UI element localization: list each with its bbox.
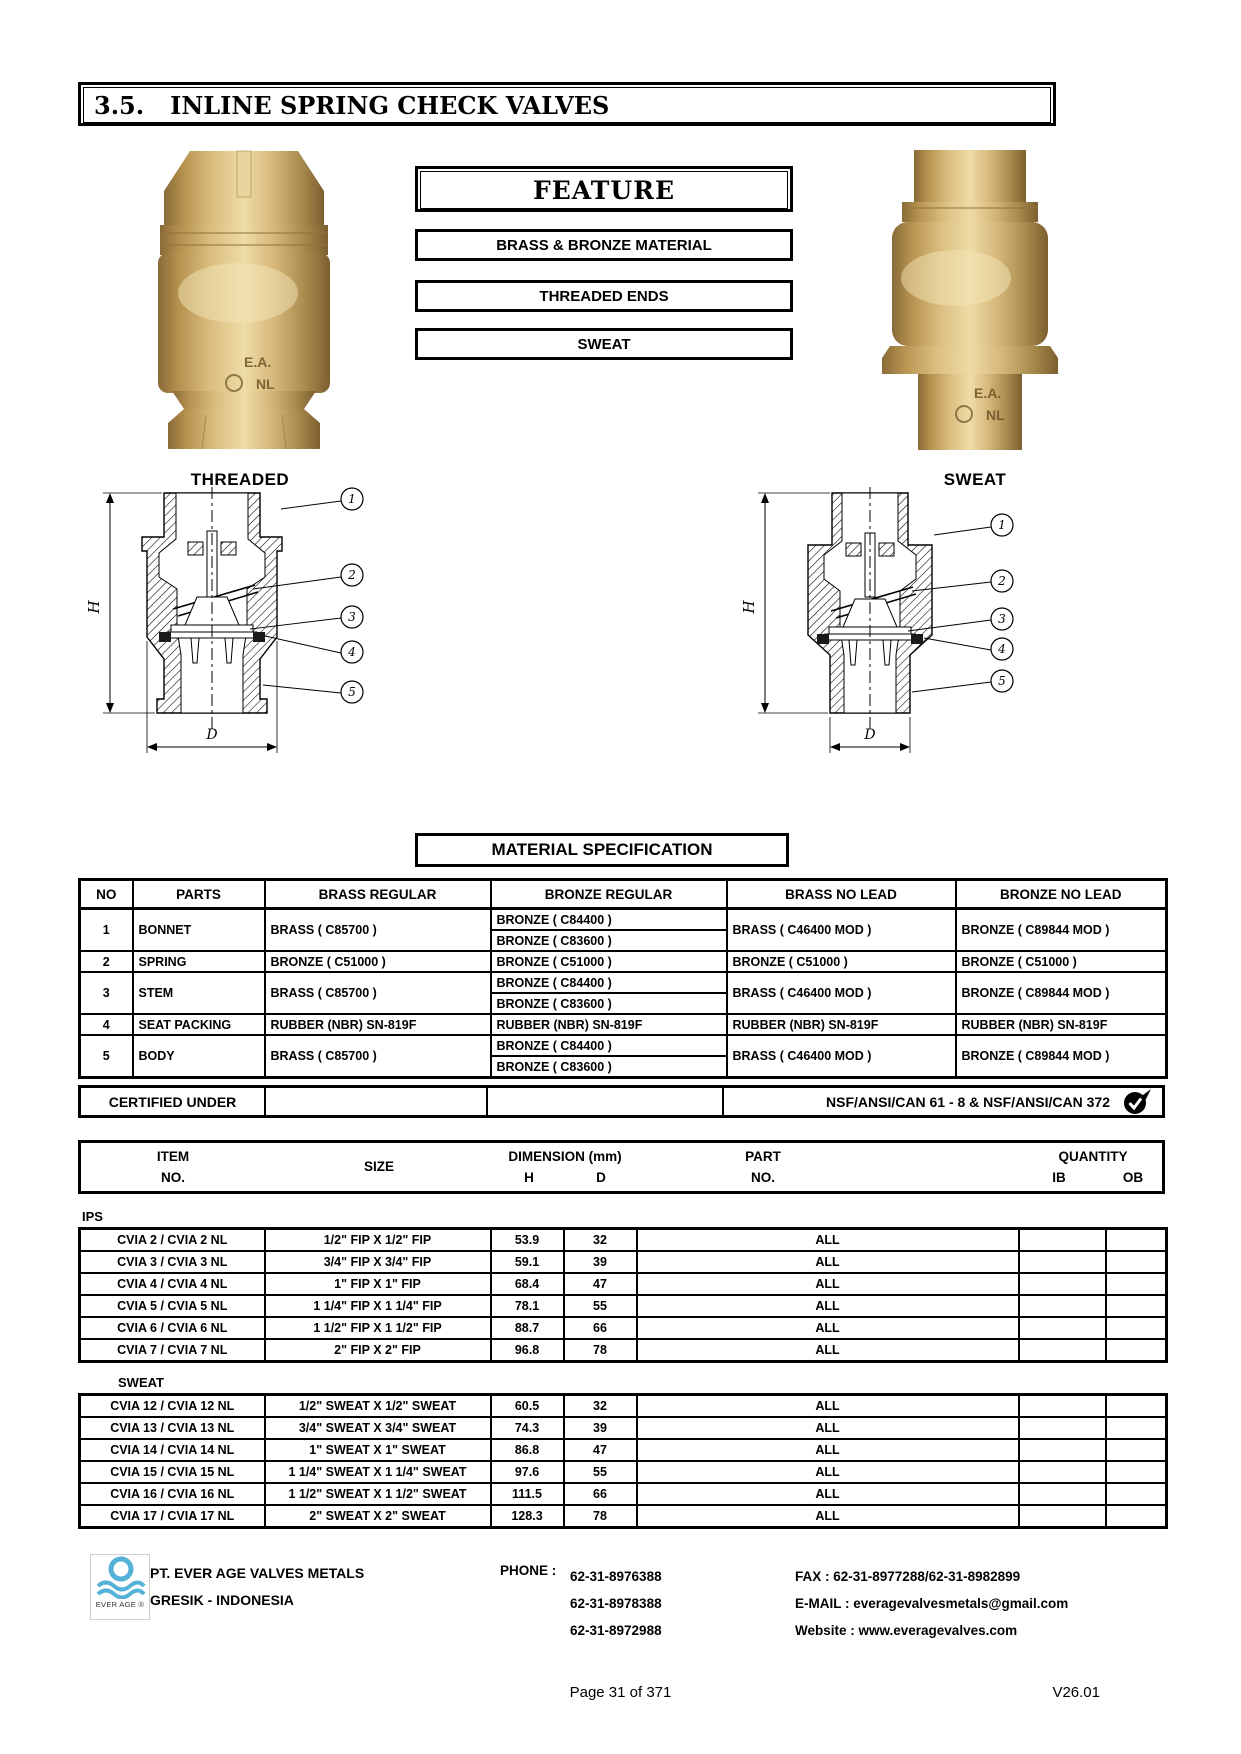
callout-3-number: 3 bbox=[348, 610, 356, 624]
table-cell: CVIA 16 / CVIA 16 NL bbox=[80, 1483, 265, 1505]
certified-value: NSF/ANSI/CAN 61 - 8 & NSF/ANSI/CAN 372 bbox=[826, 1094, 1110, 1110]
table-cell: CVIA 2 / CVIA 2 NL bbox=[80, 1229, 265, 1252]
table-cell: CVIA 5 / CVIA 5 NL bbox=[80, 1295, 265, 1317]
callout-4-number: 4 bbox=[348, 645, 356, 659]
table-cell: 4 bbox=[80, 1014, 133, 1035]
table-cell: 47 bbox=[564, 1273, 637, 1295]
table-cell: BRASS ( C85700 ) bbox=[265, 1035, 491, 1078]
callout-4-number: 4 bbox=[998, 642, 1006, 656]
col-brass-regular: BRASS REGULAR bbox=[265, 880, 491, 909]
table-cell: ALL bbox=[637, 1251, 1019, 1273]
table-cell: CVIA 6 / CVIA 6 NL bbox=[80, 1317, 265, 1339]
table-cell bbox=[1106, 1395, 1167, 1418]
ips-table bbox=[78, 1227, 1168, 1363]
table-row bbox=[80, 1417, 1167, 1439]
seat-packing bbox=[253, 632, 265, 642]
table-cell bbox=[1106, 1273, 1167, 1295]
table-cell: 5 bbox=[80, 1035, 133, 1078]
table-row bbox=[80, 1295, 1167, 1317]
table-cell: ALL bbox=[637, 1317, 1019, 1339]
col-quantity: QUANTITY bbox=[1058, 1149, 1128, 1164]
table-cell: BONNET bbox=[133, 909, 265, 952]
table-cell: ALL bbox=[637, 1295, 1019, 1317]
table-row bbox=[80, 1251, 1167, 1273]
table-row bbox=[80, 909, 1167, 931]
valve-stamp-nl: NL bbox=[986, 407, 1005, 423]
callout-1-number: 1 bbox=[348, 492, 356, 506]
section-label-sweat: SWEAT bbox=[118, 1375, 164, 1390]
threaded-valve-photo bbox=[128, 133, 360, 451]
table-cell: ALL bbox=[637, 1417, 1019, 1439]
table-cell: BRONZE ( C83600 ) bbox=[491, 930, 727, 951]
table-cell: BODY bbox=[133, 1035, 265, 1078]
table-cell: 78 bbox=[564, 1339, 637, 1362]
col-dimension: DIMENSION (mm) bbox=[508, 1149, 622, 1164]
company-city: GRESIK - INDONESIA bbox=[150, 1592, 294, 1608]
col-part-no: NO. bbox=[750, 1170, 776, 1185]
table-cell bbox=[1106, 1439, 1167, 1461]
table-row bbox=[80, 1339, 1167, 1362]
table-cell: CVIA 7 / CVIA 7 NL bbox=[80, 1339, 265, 1362]
table-cell bbox=[1019, 1251, 1106, 1273]
table-header-row bbox=[80, 880, 1167, 909]
table-cell bbox=[1019, 1229, 1106, 1252]
phone-number: 62-31-8976388 bbox=[570, 1569, 662, 1584]
table-cell: 32 bbox=[564, 1229, 637, 1252]
certified-empty-cell bbox=[266, 1088, 488, 1116]
seat-packing bbox=[911, 634, 923, 644]
table-cell: 74.3 bbox=[491, 1417, 564, 1439]
col-no: NO bbox=[80, 880, 133, 909]
table-cell bbox=[1019, 1461, 1106, 1483]
table-cell: 39 bbox=[564, 1417, 637, 1439]
table-cell: CVIA 14 / CVIA 14 NL bbox=[80, 1439, 265, 1461]
company-logo bbox=[90, 1554, 150, 1620]
table-cell: 1" SWEAT X 1" SWEAT bbox=[265, 1439, 491, 1461]
valve-stamp-nl: NL bbox=[256, 376, 275, 392]
feature-box bbox=[415, 166, 793, 212]
col-item: ITEM bbox=[156, 1149, 190, 1164]
table-cell bbox=[1019, 1339, 1106, 1362]
company-name: PT. EVER AGE VALVES METALS bbox=[150, 1565, 365, 1581]
website-line: Website : www.everagevalves.com bbox=[795, 1623, 1018, 1638]
table-cell: 2" FIP X 2" FIP bbox=[265, 1339, 491, 1362]
sweat-section-diagram bbox=[740, 485, 1020, 777]
table-cell: 111.5 bbox=[491, 1483, 564, 1505]
table-cell: 1 bbox=[80, 909, 133, 952]
table-cell: CVIA 3 / CVIA 3 NL bbox=[80, 1251, 265, 1273]
seat-packing bbox=[159, 632, 171, 642]
table-cell bbox=[1019, 1439, 1106, 1461]
table-cell: ALL bbox=[637, 1505, 1019, 1528]
ever-age-logo-icon bbox=[94, 1555, 146, 1599]
table-cell: STEM bbox=[133, 972, 265, 1014]
table-cell bbox=[1106, 1295, 1167, 1317]
table-cell: 55 bbox=[564, 1461, 637, 1483]
col-item-no: NO. bbox=[160, 1170, 186, 1185]
table-cell: ALL bbox=[637, 1439, 1019, 1461]
table-cell: RUBBER (NBR) SN-819F bbox=[491, 1014, 727, 1035]
table-cell: BRONZE ( C84400 ) bbox=[491, 909, 727, 931]
table-cell: BRASS ( C85700 ) bbox=[265, 972, 491, 1014]
callout-3-number: 3 bbox=[998, 612, 1006, 626]
table-row bbox=[80, 972, 1167, 993]
bonnet-guide bbox=[846, 543, 861, 556]
seat-packing bbox=[817, 634, 829, 644]
col-ob: OB bbox=[1122, 1170, 1144, 1185]
table-cell: 88.7 bbox=[491, 1317, 564, 1339]
col-ib: IB bbox=[1052, 1170, 1066, 1185]
table-cell: BRONZE ( C51000 ) bbox=[956, 951, 1167, 972]
email-line: E-MAIL : everagevalvesmetals@gmail.com bbox=[795, 1596, 1069, 1611]
table-cell: SEAT PACKING bbox=[133, 1014, 265, 1035]
table-cell: SPRING bbox=[133, 951, 265, 972]
table-row bbox=[80, 1317, 1167, 1339]
items-table-header bbox=[78, 1140, 1165, 1194]
version-label: V26.01 bbox=[1052, 1684, 1100, 1701]
table-cell bbox=[1019, 1417, 1106, 1439]
certified-empty-cell bbox=[488, 1088, 724, 1116]
callout-2-number: 2 bbox=[998, 574, 1006, 588]
table-cell: BRONZE ( C89844 MOD ) bbox=[956, 972, 1167, 1014]
table-cell: 47 bbox=[564, 1439, 637, 1461]
table-cell: RUBBER (NBR) SN-819F bbox=[265, 1014, 491, 1035]
table-cell: 1 1/2" SWEAT X 1 1/2" SWEAT bbox=[265, 1483, 491, 1505]
table-cell bbox=[1019, 1317, 1106, 1339]
page-title: INLINE SPRING CHECK VALVES bbox=[170, 90, 610, 120]
logo-text: EVER AGE ® bbox=[95, 1600, 145, 1609]
table-cell: 97.6 bbox=[491, 1461, 564, 1483]
section-label-ips: IPS bbox=[82, 1209, 103, 1224]
table-cell bbox=[1019, 1295, 1106, 1317]
col-bronze-no-lead: BRONZE NO LEAD bbox=[956, 880, 1167, 909]
col-d: D bbox=[596, 1170, 606, 1185]
table-cell: 55 bbox=[564, 1295, 637, 1317]
table-cell bbox=[1019, 1505, 1106, 1528]
table-cell: 1/2" FIP X 1/2" FIP bbox=[265, 1229, 491, 1252]
feature-item-material: BRASS & BRONZE MATERIAL bbox=[415, 229, 793, 261]
table-cell bbox=[1106, 1317, 1167, 1339]
table-cell bbox=[1019, 1483, 1106, 1505]
table-cell: 68.4 bbox=[491, 1273, 564, 1295]
table-cell bbox=[1106, 1229, 1167, 1252]
table-cell bbox=[1106, 1339, 1167, 1362]
sweat-valve-photo bbox=[856, 138, 1084, 456]
table-cell: 3/4" FIP X 3/4" FIP bbox=[265, 1251, 491, 1273]
table-cell: BRONZE ( C83600 ) bbox=[491, 993, 727, 1014]
valve-stamp-ea: E.A. bbox=[974, 385, 1002, 401]
table-row bbox=[80, 1035, 1167, 1056]
col-h: H bbox=[524, 1170, 534, 1185]
col-part: PART bbox=[745, 1149, 781, 1164]
section-number: 3.5. bbox=[94, 90, 145, 120]
table-cell: BRONZE ( C51000 ) bbox=[727, 951, 956, 972]
material-spec-heading: MATERIAL SPECIFICATION bbox=[415, 833, 789, 867]
callout-5-number: 5 bbox=[348, 685, 356, 699]
table-cell: BRONZE ( C84400 ) bbox=[491, 1035, 727, 1056]
table-cell: CVIA 4 / CVIA 4 NL bbox=[80, 1273, 265, 1295]
valve-stamp-ea: E.A. bbox=[244, 354, 272, 370]
table-row bbox=[80, 1014, 1167, 1035]
table-cell: BRASS ( C46400 MOD ) bbox=[727, 1035, 956, 1078]
dimension-h-label: H bbox=[740, 600, 758, 614]
certified-value-cell bbox=[724, 1088, 1162, 1116]
table-row bbox=[80, 1461, 1167, 1483]
table-cell: ALL bbox=[637, 1229, 1019, 1252]
fax-line: FAX : 62-31-8977288/62-31-8982899 bbox=[795, 1569, 1021, 1584]
table-cell: CVIA 17 / CVIA 17 NL bbox=[80, 1505, 265, 1528]
bonnet-guide bbox=[221, 542, 236, 555]
feature-item-sweat: SWEAT bbox=[415, 328, 793, 360]
threaded-section-diagram bbox=[85, 485, 370, 777]
table-cell: 1 1/4" SWEAT X 1 1/4" SWEAT bbox=[265, 1461, 491, 1483]
feature-heading: FEATURE bbox=[420, 171, 788, 209]
table-cell: RUBBER (NBR) SN-819F bbox=[727, 1014, 956, 1035]
table-cell: 1" FIP X 1" FIP bbox=[265, 1273, 491, 1295]
threaded-caption: THREADED bbox=[190, 470, 290, 489]
table-row bbox=[80, 1483, 1167, 1505]
bonnet-guide bbox=[188, 542, 203, 555]
table-cell: 66 bbox=[564, 1317, 637, 1339]
table-cell: BRONZE ( C89844 MOD ) bbox=[956, 909, 1167, 952]
table-cell: BRONZE ( C89844 MOD ) bbox=[956, 1035, 1167, 1078]
table-cell: 96.8 bbox=[491, 1339, 564, 1362]
table-cell: 3/4" SWEAT X 3/4" SWEAT bbox=[265, 1417, 491, 1439]
table-cell: 1 1/4" FIP X 1 1/4" FIP bbox=[265, 1295, 491, 1317]
table-cell bbox=[1106, 1461, 1167, 1483]
sweat-table bbox=[78, 1393, 1168, 1529]
dimension-d-label: D bbox=[864, 727, 876, 743]
table-cell: ALL bbox=[637, 1395, 1019, 1418]
table-cell: 59.1 bbox=[491, 1251, 564, 1273]
col-size: SIZE bbox=[363, 1159, 395, 1174]
table-row bbox=[80, 1229, 1167, 1252]
table-cell: CVIA 13 / CVIA 13 NL bbox=[80, 1417, 265, 1439]
table-cell bbox=[1019, 1273, 1106, 1295]
col-brass-no-lead: BRASS NO LEAD bbox=[727, 880, 956, 909]
table-row bbox=[80, 1505, 1167, 1528]
dimension-d-label: D bbox=[206, 727, 218, 743]
table-cell bbox=[1106, 1505, 1167, 1528]
table-cell: 39 bbox=[564, 1251, 637, 1273]
table-row bbox=[80, 951, 1167, 972]
col-bronze-regular: BRONZE REGULAR bbox=[491, 880, 727, 909]
table-cell: 78.1 bbox=[491, 1295, 564, 1317]
table-cell: CVIA 12 / CVIA 12 NL bbox=[80, 1395, 265, 1418]
table-cell: 3 bbox=[80, 972, 133, 1014]
table-cell: 66 bbox=[564, 1483, 637, 1505]
table-cell: RUBBER (NBR) SN-819F bbox=[956, 1014, 1167, 1035]
table-cell: BRONZE ( C51000 ) bbox=[265, 951, 491, 972]
certification-check-seal-icon bbox=[1122, 1088, 1152, 1116]
section-title-box bbox=[78, 82, 1056, 126]
col-parts: PARTS bbox=[133, 880, 265, 909]
table-cell: BRONZE ( C51000 ) bbox=[491, 951, 727, 972]
callout-5-number: 5 bbox=[998, 674, 1006, 688]
material-spec-table bbox=[78, 878, 1168, 1079]
table-cell: BRASS ( C85700 ) bbox=[265, 909, 491, 952]
table-cell bbox=[1106, 1251, 1167, 1273]
table-cell: 1 1/2" FIP X 1 1/2" FIP bbox=[265, 1317, 491, 1339]
table-cell: 2" SWEAT X 2" SWEAT bbox=[265, 1505, 491, 1528]
phone-number: 62-31-8978388 bbox=[570, 1596, 662, 1611]
table-cell: 2 bbox=[80, 951, 133, 972]
table-cell: 32 bbox=[564, 1395, 637, 1418]
dimension-h-label: H bbox=[85, 600, 103, 614]
page-number: Page 31 of 371 bbox=[569, 1684, 672, 1701]
table-row bbox=[80, 1273, 1167, 1295]
phone-number: 62-31-8972988 bbox=[570, 1623, 662, 1638]
table-cell: 128.3 bbox=[491, 1505, 564, 1528]
callout-2-number: 2 bbox=[348, 568, 356, 582]
callout-1-number: 1 bbox=[998, 518, 1006, 532]
table-cell: BRONZE ( C83600 ) bbox=[491, 1056, 727, 1078]
table-cell: BRONZE ( C84400 ) bbox=[491, 972, 727, 993]
table-cell: 1/2" SWEAT X 1/2" SWEAT bbox=[265, 1395, 491, 1418]
table-cell: BRASS ( C46400 MOD ) bbox=[727, 909, 956, 952]
table-cell: 53.9 bbox=[491, 1229, 564, 1252]
table-cell: 86.8 bbox=[491, 1439, 564, 1461]
table-cell bbox=[1106, 1483, 1167, 1505]
table-cell: CVIA 15 / CVIA 15 NL bbox=[80, 1461, 265, 1483]
table-cell: ALL bbox=[637, 1483, 1019, 1505]
certified-bar bbox=[78, 1085, 1165, 1118]
table-cell: ALL bbox=[637, 1339, 1019, 1362]
table-row bbox=[80, 1439, 1167, 1461]
table-cell: 78 bbox=[564, 1505, 637, 1528]
feature-item-threaded: THREADED ENDS bbox=[415, 280, 793, 312]
table-cell bbox=[1106, 1417, 1167, 1439]
table-cell: ALL bbox=[637, 1273, 1019, 1295]
sweat-caption: SWEAT bbox=[943, 470, 1007, 489]
table-cell: 60.5 bbox=[491, 1395, 564, 1418]
phone-label: PHONE : bbox=[500, 1563, 557, 1578]
certified-label: CERTIFIED UNDER bbox=[81, 1088, 266, 1116]
table-cell: BRASS ( C46400 MOD ) bbox=[727, 972, 956, 1014]
table-cell: ALL bbox=[637, 1461, 1019, 1483]
bonnet-guide bbox=[879, 543, 894, 556]
table-cell bbox=[1019, 1395, 1106, 1418]
table-row bbox=[80, 1395, 1167, 1418]
